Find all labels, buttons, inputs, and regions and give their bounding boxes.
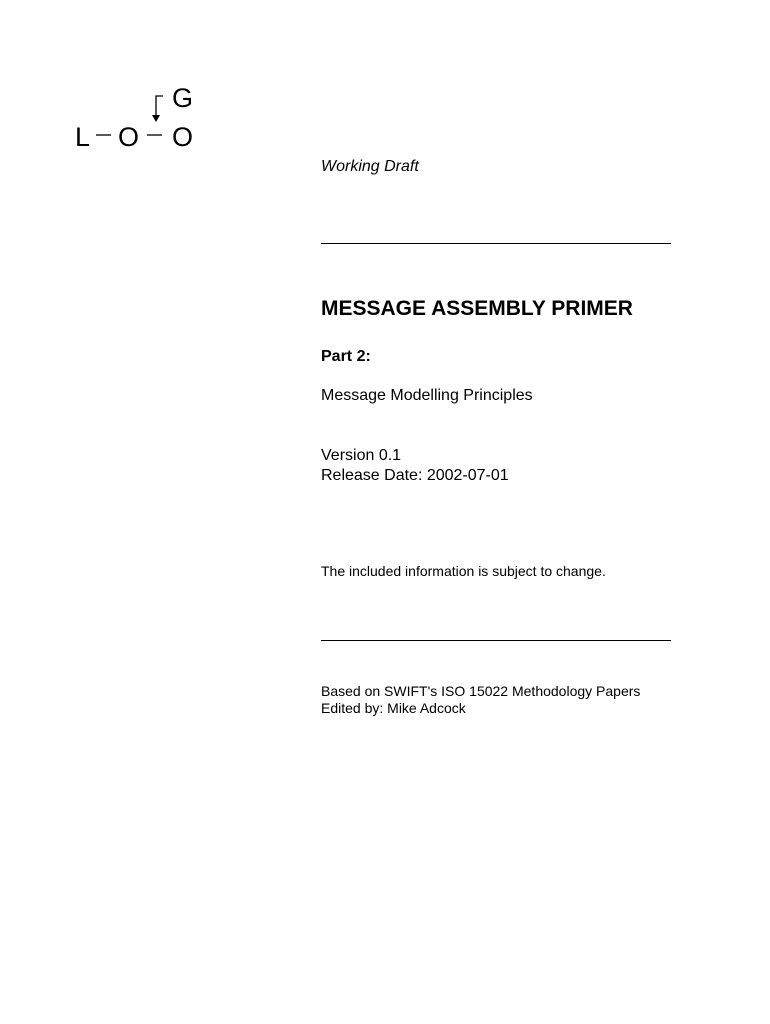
logo-arrow-line [156, 96, 163, 116]
version-block [321, 446, 509, 486]
part-label: Part 2: [321, 348, 371, 365]
credits-block [321, 683, 640, 717]
arrow-down-icon [152, 115, 160, 122]
version-label: Version 0.1 [321, 447, 402, 464]
logo-letter-o-right: O [172, 122, 194, 152]
divider-bottom [321, 640, 671, 641]
source-note: Based on SWIFT's ISO 15022 Methodology Papers [321, 683, 641, 699]
logo-letter-o-middle: O [118, 122, 140, 152]
change-notice: The included information is subject to change. [321, 563, 606, 579]
document-status: Working Draft [321, 158, 419, 175]
document-title: MESSAGE ASSEMBLY PRIMER [321, 297, 633, 320]
logo-letter-g: G [172, 83, 194, 113]
editor-note: Edited by: Mike Adcock [321, 700, 466, 716]
logo-graphic [60, 80, 210, 160]
document-subtitle: Message Modelling Principles [321, 387, 533, 404]
release-date: Release Date: 2002-07-01 [321, 467, 509, 484]
logo-letter-l: L [75, 122, 91, 152]
logo [60, 80, 210, 160]
divider-top [321, 243, 671, 244]
